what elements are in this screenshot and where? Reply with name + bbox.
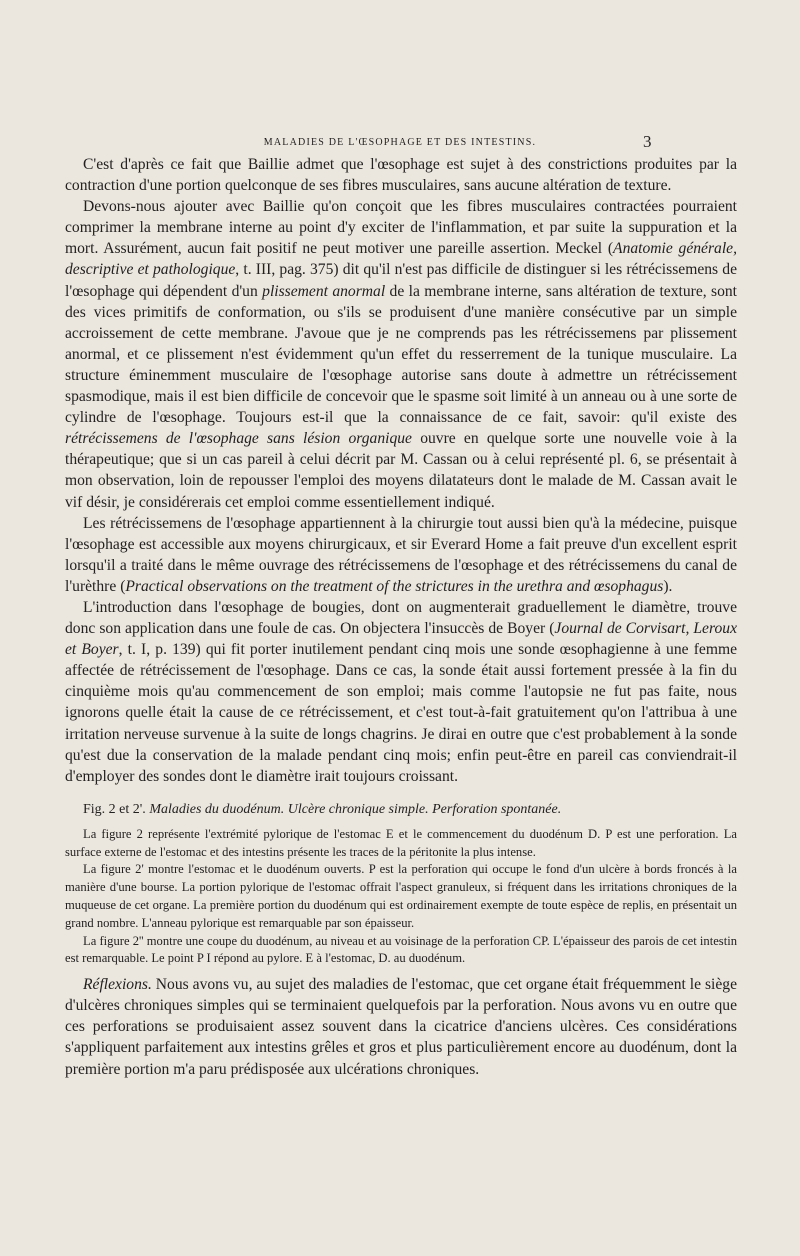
figure-caption xyxy=(65,800,737,820)
paragraph-2-text-d: ouvre en quelque sorte une nouvelle voie à la thérapeutique; que si un cas pareil à celui décrit par M. Cassan ou à celui représenté pl. 6, se présentait à mon observation, loin de repousser l'emploi des moyens dilatateurs dont le malade de M. Cassan avait le vif désir, je considérerais cet emploi comme essentiellement indiqué. xyxy=(65,430,737,511)
paragraph-3-text-b: ). xyxy=(663,577,673,595)
paragraph-3 xyxy=(65,513,737,597)
running-title: MALADIES DE L'ŒSOPHAGE ET DES INTESTINS. xyxy=(263,137,537,148)
reflexions-paragraph xyxy=(65,974,737,1079)
reflexions-text: Nous avons vu, au sujet des maladies de l'estomac, que cet organe était fréquemment le siège d'ulcères chroniques simples qui se terminaient quelquefois par la perforation. Nous avons vu en outre que ces perforations se produisaient assez souvent dans la cicatrice d'anciens ulcères. Ces considérations s'appliquent parfaitement aux intestins grêles et gros et plus particulièrement encore au duodénum, dont la première portion m'a paru prédisposée aux ulcérations chroniques. xyxy=(65,976,737,1078)
figure-caption-title: Maladies du duodénum. Ulcère chronique simple. Perforation spontanée. xyxy=(149,801,562,817)
paragraph-2-text-b: , t. III, pag. 375) dit qu'il n'est pas difficile de distinguer si les rétrécissemens de l'œsophage qui dépendent d'un xyxy=(65,261,737,300)
figure-note-2: La figure 2' montre l'estomac et le duodénum ouverts. P est la perforation qui occupe le fond d'un ulcère à bords froncés à la manière d'une bourse. La portion pylorique de l'estomac offrait l'aspect granuleux, si fréquent dans les irritations chroniques de la muqueuse de cet organe. La première portion du duodénum qui est ordinairement exempte de toute espèce de replis, en présentait un grand nombre. L'anneau pylorique est remarquable par son épaisseur. xyxy=(65,862,737,930)
body-text xyxy=(65,154,737,1080)
term-retrecissemens: rétrécissemens de l'œsophage sans lésion organique xyxy=(65,430,412,448)
figure-note-1: La figure 2 représente l'extrémité pylorique de l'estomac E et le commencement du duodénum D. P est une perforation. La surface externe de l'estomac et des intestins présente les traces de la péritonite la plus intense. xyxy=(65,826,737,859)
citation-home: Practical observations on the treatment of the strictures in the urethra and œsophagus xyxy=(125,577,664,595)
page-number: 3 xyxy=(643,132,652,151)
paragraph-4 xyxy=(65,597,737,787)
paragraph-1 xyxy=(65,154,737,196)
figure-caption-prefix: Fig. 2 et 2'. xyxy=(83,801,150,817)
reflexions-label: Réflexions. xyxy=(83,976,152,994)
paragraph-1-text: C'est d'après ce fait que Baillie admet que l'œsophage est sujet à des constrictions produites par la contraction d'une portion quelconque de ses fibres musculaires, sans aucune altération de texture. xyxy=(65,156,737,195)
paragraph-2-text-c: de la membrane interne, sans altération de texture, sont des vices primitifs de conformation, ou s'ils se produisent d'une manière consécutive par un simple accroissement de cette membrane. J'avoue que je ne comprends pas les rétrécissemens par plissement anormal, et ce plissement n'est évidemment qu'un effet du resserrement de la tunique musculaire. La structure éminemment musculaire de l'œsophage autorise sans doute à admettre un rétrécissement spasmodique, mais il est bien difficile de concevoir que le spasme soit limité à un anneau ou à une sorte de cylindre de l'œsophage. Toujours est-il que la connaissance de ce fait, savoir: qu'il existe des xyxy=(65,282,737,427)
paragraph-2 xyxy=(65,196,737,512)
figure-note-3: La figure 2'' montre une coupe du duodénum, au niveau et au voisinage de la perforation CP. L'épaisseur des parois de cet intestin est remarquable. Le point P I répond au pylore. E à l'estomac, D. au duodénum. xyxy=(65,933,737,966)
paragraph-4-text-a: L'introduction dans l'œsophage de bougies, dont on augmenterait graduellement le diamètre, trouve donc son application dans une foule de cas. On objectera l'insuccès de Boyer ( xyxy=(65,598,737,638)
paragraph-4-text-b: , t. I, p. 139) qui fit porter inutilement pendant cinq mois une sonde œsophagienne à une femme affectée de rétrécissement de l'œsophage. Dans ce cas, la sonde était aussi fortement pressée à la fin du cinquième mois qu'au commencement de son emploi; mais comme l'autopsie ne fut pas faite, nous ignorons quelle était la cause de ce rétrécissement, et c'est tout-à-fait gratuitement qu'on l'attribua à une irritation nerveuse survenue à la suite de longs chagrins. Je dirai en outre que c'est probablement à la sonde qu'est due la conservation de la malade pendant cinq mois; enfin peut-être en pareil cas conviendrait-il d'employer des sondes dont le diamètre irait toujours croissant. xyxy=(65,641,738,785)
paragraph-3-text-a: Les rétrécissemens de l'œsophage appartiennent à la chirurgie tout aussi bien qu'à la médecine, puisque l'œsophage est accessible aux moyens chirurgicaux, et sir Everard Home a fait preuve d'un excellent esprit lorsqu'il a traité dans le même ouvrage des rétrécissemens de l'œsophage et des rétrécissemens du canal de l'urèthre ( xyxy=(65,514,737,595)
citation-meckel: Anatomie générale, descriptive et pathologique xyxy=(65,240,737,279)
term-plissement-anormal: plissement anormal xyxy=(262,282,386,300)
paragraph-2-text-a: Devons-nous ajouter avec Baillie qu'on conçoit que les fibres musculaires contractées pourraient comprimer la membrane interne au point d'y exciter de l'inflammation, et par suite la suppuration et la mort. Assurément, aucun fait positif ne peut motiver une pareille assertion. Meckel ( xyxy=(65,198,737,258)
citation-boyer: Journal de Corvisart, Leroux et Boyer xyxy=(65,620,737,659)
